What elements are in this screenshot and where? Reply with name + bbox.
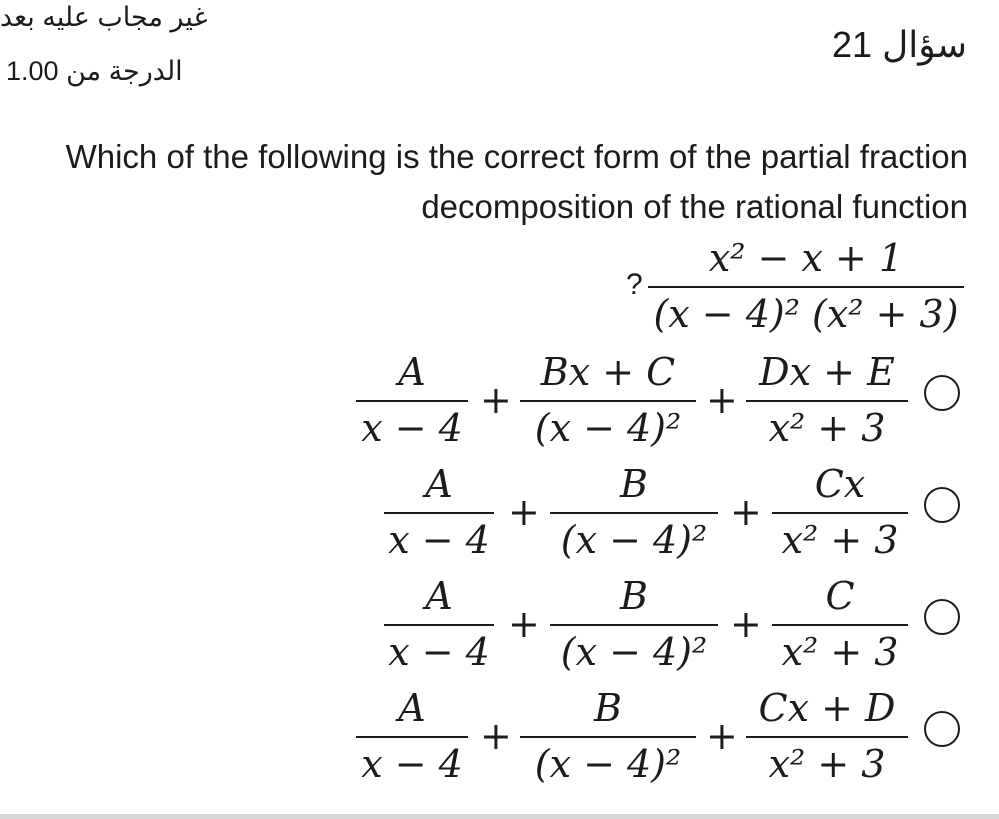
term-numerator: A <box>425 462 453 506</box>
option-term <box>746 686 908 786</box>
fraction-bar <box>356 736 468 738</box>
plus-sign: + <box>480 714 512 758</box>
plus-sign: + <box>706 714 738 758</box>
term-numerator: Cx + D <box>758 686 896 730</box>
term-numerator: B <box>594 686 622 730</box>
fraction-bar <box>520 736 696 738</box>
option-1-radio[interactable] <box>924 375 960 411</box>
term-numerator: B <box>620 574 648 618</box>
term-numerator: Cx <box>814 462 866 506</box>
fraction-bar <box>384 624 494 626</box>
plus-sign: + <box>730 602 762 646</box>
term-denominator: x² + 3 <box>781 518 899 562</box>
option-term <box>550 574 718 674</box>
option-term <box>356 686 468 786</box>
fraction-bar <box>772 624 908 626</box>
option-term <box>520 686 696 786</box>
term-denominator: (x − 4)² <box>560 630 708 674</box>
plus-sign: + <box>508 490 540 534</box>
option-term <box>384 574 494 674</box>
fraction-bar <box>772 512 908 514</box>
option-term <box>772 462 908 562</box>
option-4-radio[interactable] <box>924 711 960 747</box>
bottom-edge <box>0 814 999 819</box>
fraction-bar <box>356 400 468 402</box>
option-term <box>520 350 696 450</box>
plus-sign: + <box>508 602 540 646</box>
term-numerator: A <box>398 350 426 394</box>
option-2-radio[interactable] <box>924 487 960 523</box>
fraction-bar <box>550 624 718 626</box>
term-numerator: B <box>620 462 648 506</box>
question-mark: ? <box>626 268 643 301</box>
term-denominator: x − 4 <box>361 406 463 450</box>
term-denominator: x² + 3 <box>768 406 886 450</box>
fraction-bar <box>746 736 908 738</box>
term-numerator: C <box>825 574 855 618</box>
term-numerator: A <box>425 574 453 618</box>
term-numerator: A <box>398 686 426 730</box>
fraction-bar <box>520 400 696 402</box>
fraction-bar <box>384 512 494 514</box>
term-denominator: x − 4 <box>388 518 490 562</box>
fraction-bar <box>550 512 718 514</box>
option-3-radio[interactable] <box>924 599 960 635</box>
option-term <box>384 462 494 562</box>
term-denominator: (x − 4)² <box>534 406 682 450</box>
term-denominator: x − 4 <box>361 742 463 786</box>
function-denominator: (x − 4)² (x² + 3) <box>653 292 959 336</box>
option-term <box>356 350 468 450</box>
rational-function <box>648 236 964 336</box>
term-numerator: Bx + C <box>540 350 676 394</box>
option-term <box>772 574 908 674</box>
plus-sign: + <box>706 378 738 422</box>
option-term <box>746 350 908 450</box>
plus-sign: + <box>480 378 512 422</box>
question-status: غير مجاب عليه بعد <box>0 2 208 32</box>
fraction-bar <box>648 286 964 288</box>
function-numerator: x² − x + 1 <box>708 236 904 280</box>
term-denominator: (x − 4)² <box>534 742 682 786</box>
term-denominator: (x − 4)² <box>560 518 708 562</box>
question-text: Which of the following is the correct form of the partial fraction decomposition of the rational function <box>65 138 968 225</box>
option-term <box>550 462 718 562</box>
question-grade: الدرجة من 1.00 <box>6 56 183 86</box>
term-numerator: Dx + E <box>759 350 895 394</box>
fraction-bar <box>746 400 908 402</box>
question-number: سؤال 21 <box>832 24 967 65</box>
term-denominator: x − 4 <box>388 630 490 674</box>
term-denominator: x² + 3 <box>768 742 886 786</box>
plus-sign: + <box>730 490 762 534</box>
term-denominator: x² + 3 <box>781 630 899 674</box>
